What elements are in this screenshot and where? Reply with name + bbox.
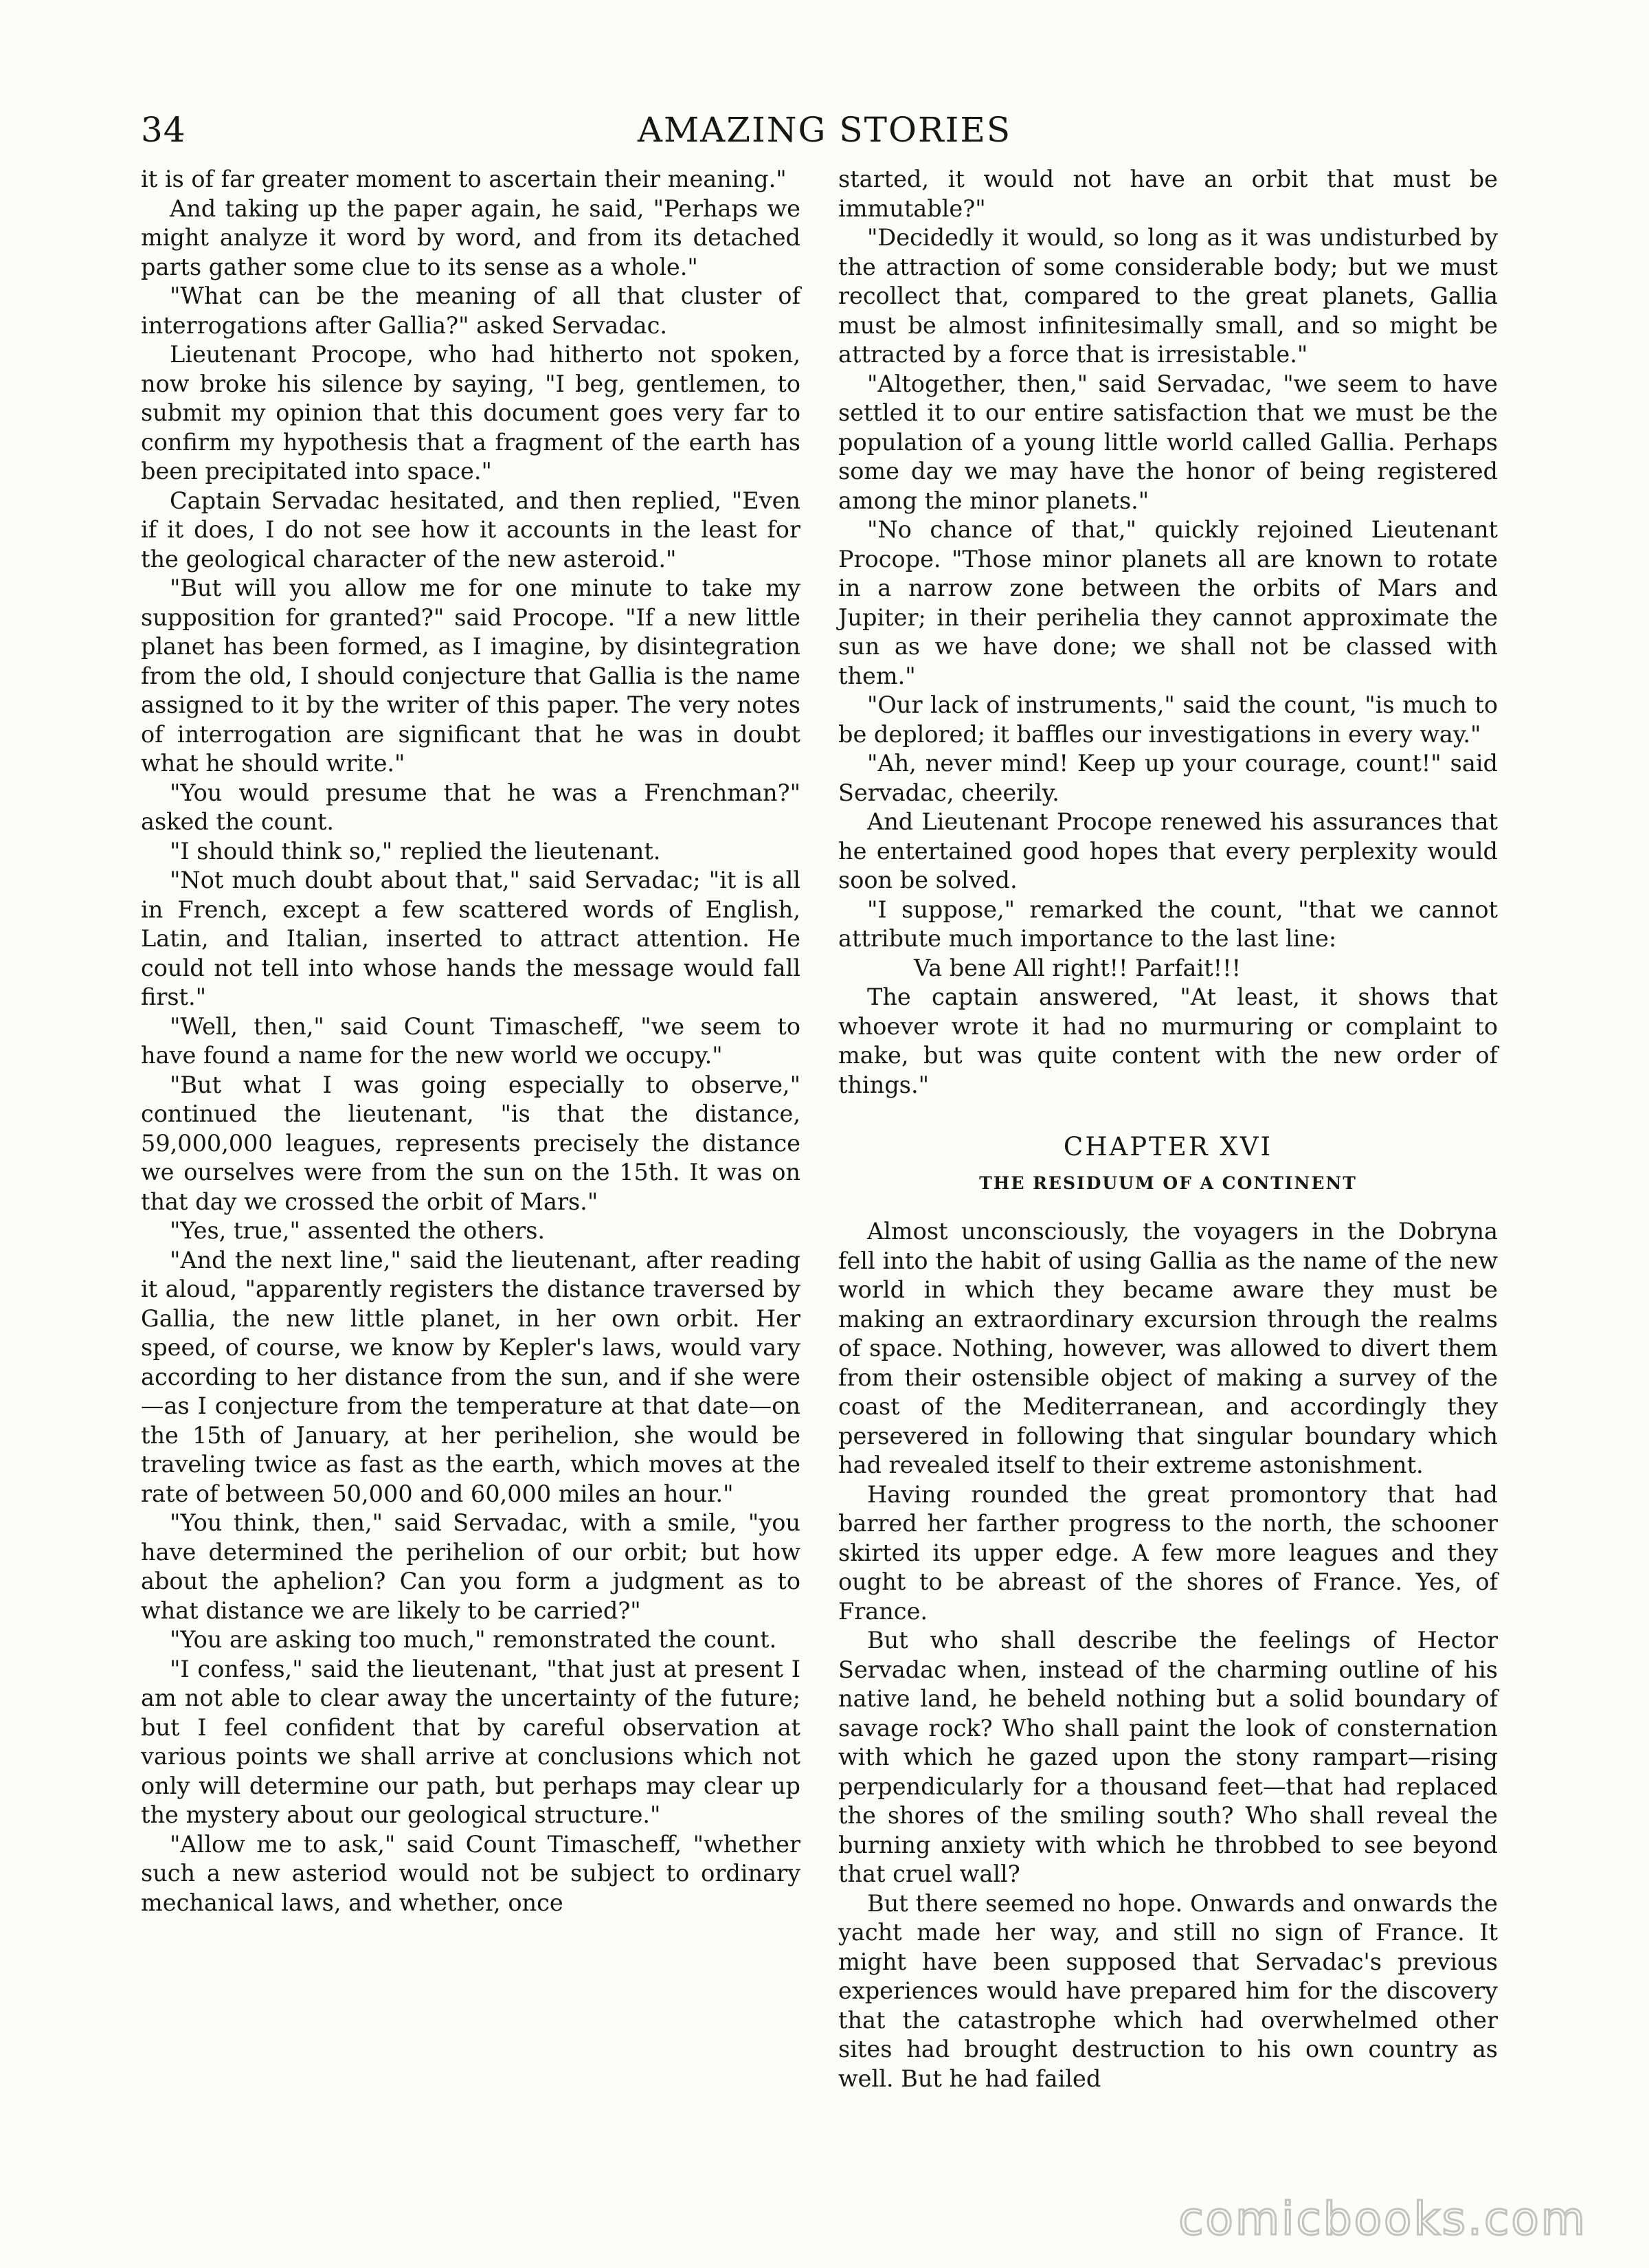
paragraph: "Decidedly it would, so long as it was undisturbed by the attraction of some considerable body; but we must recollect that, compared to the great planets, Gallia must be almost infinitesimally small, and so might be attracted by a force that is irresistable."	[838, 224, 1498, 368]
paragraph: "You would presume that he was a Frenchman?" asked the count.	[141, 779, 800, 835]
paragraph: The captain answered, "At least, it shows that whoever wrote it had no murmuring or complaint to make, but was quite content with the new order of things."	[838, 983, 1498, 1098]
chapter-heading: CHAPTER XVI	[1063, 1132, 1273, 1161]
paragraph: Captain Servadac hesitated, and then replied, "Even if it does, I do not see how it accounts in the least for the geological character of the new asteroid."	[141, 487, 800, 572]
paragraph: "Not much doubt about that," said Servadac; "it is all in French, except a few scattered words of English, Latin, and Italian, inserted to attract attention. He could not tell into whose hands the message would fall first."	[141, 867, 800, 1010]
right-column-bottom	[838, 1217, 1498, 2093]
paragraph: "Yes, true," assented the others.	[170, 1217, 546, 1244]
paragraph: "Ah, never mind! Keep up your courage, count!" said Servadac, cheerily.	[838, 750, 1498, 806]
right-column	[838, 165, 1498, 2093]
paragraph: "You think, then," said Servadac, with a smile, "you have determined the perihelion of our orbit; but how about the aphelion? Can you form a judgment as to what distance we are likely to be carried?"	[141, 1509, 800, 1624]
paragraph: Having rounded the great promontory that had barred her farther progress to the north, the schooner skirted its upper edge. A few more leagues and they ought to be abreast of the shores of France. Yes, of France.	[838, 1480, 1498, 1625]
paragraph: "Our lack of instruments," said the count, "is much to be deplored; it baffles our investigations in every way."	[838, 691, 1498, 748]
paragraph: Lieutenant Procope, who had hitherto not spoken, now broke his silence by saying, "I beg, gentlemen, to submit my opinion that this document goes very far to confirm my hypothesis that a fragment of the earth has been precipitated into space."	[141, 341, 800, 485]
paragraph: "I should think so," replied the lieutenant.	[170, 837, 661, 865]
paragraph: "Altogether, then," said Servadac, "we seem to have settled it to our entire satisfaction that we must be the population of a young little world called Gallia. Perhaps some day we may have the honor of being registered among the minor planets."	[838, 370, 1498, 514]
paragraph: "But what I was going especially to observe," continued the lieutenant, "is that the distance, 59,000,000 leagues, represents precisely the distance we ourselves were from the sun on the 15th. It was on that day we crossed the orbit of Mars."	[141, 1071, 800, 1215]
paragraph: "And the next line," said the lieutenant, after reading it aloud, "apparently registers the distance traversed by Gallia, the new little planet, in her own orbit. Her speed, of course, we know by Kepler's laws, would vary according to her distance from the sun, and if she were—as I conjecture from the temperature at that date—on the 15th of January, at her perihelion, she would be traveling twice as fast as the earth, which moves at the rate of between 50,000 and 60,000 miles an hour."	[141, 1246, 800, 1507]
paragraph: "I confess," said the lieutenant, "that just at present I am not able to clear away the uncertainty of the future; but I feel confident that by careful observation at various points we shall arrive at conclusions which not only will determine our path, but perhaps may clear up the mystery about our geological structure."	[141, 1655, 800, 1828]
paragraph: But there seemed no hope. Onwards and onwards the yacht made her way, and still no sign of France. It might have been supposed that Servadac's previous experiences would have prepared him for the discovery that the catastrophe which had overwhelmed other sites had brought destruction to his own country as well. But he had failed	[838, 1889, 1498, 2092]
paragraph: "You are asking too much," remonstrated the count.	[170, 1626, 777, 1653]
paragraph: "What can be the meaning of all that cluster of interrogations after Gallia?" asked Servadac.	[141, 282, 800, 339]
paragraph: it is of far greater moment to ascertain their meaning."	[141, 166, 787, 192]
left-column	[141, 165, 800, 1917]
paragraph: And Lieutenant Procope renewed his assurances that he entertained good hopes that every perplexity would soon be solved.	[838, 808, 1498, 893]
paragraph: "No chance of that," quickly rejoined Lieutenant Procope. "Those minor planets all are known to rotate in a narrow zone between the orbits of Mars and Jupiter; in their perihelia they cannot approximate the sun as we have done; we shall not be classed with them."	[838, 516, 1498, 689]
paragraph: Almost unconsciously, the voyagers in the Dobryna fell into the habit of using Gallia as the name of the new world in which they became aware they must be making an extraordinary excursion through the realms of space. Nothing, however, was allowed to divert them from their ostensible object of making a survey of the coast of the Mediterranean, and accordingly they persevered in following that singular boundary which had revealed itself to their extreme astonishment.	[838, 1218, 1498, 1478]
paragraph: started, it would not have an orbit that must be immutable?"	[838, 166, 1498, 222]
paragraph: "I suppose," remarked the count, "that we cannot attribute much importance to the last line:	[838, 896, 1498, 952]
chapter-subtitle: THE RESIDUUM OF A CONTINENT	[979, 1172, 1357, 1193]
paragraph: And taking up the paper again, he said, "Perhaps we might analyze it word by word, and from its detached parts gather some clue to its sense as a whole."	[141, 194, 800, 280]
right-column-top	[838, 165, 1498, 1100]
page-number: 34	[141, 110, 186, 150]
watermark: comicbooks.com	[1178, 2192, 1587, 2245]
paragraph: Va bene All right!! Parfait!!!	[914, 954, 1242, 981]
paragraph: "But will you allow me for one minute to take my supposition for granted?" said Procope. "If a new little planet has been formed, as I imagine, by disintegration from the old, I should conjecture that Gallia is the name assigned to it by the writer of this paper. The very notes of interrogation are significant that he was in doubt what he should write."	[141, 575, 800, 777]
paragraph: "Well, then," said Count Timascheff, "we seem to have found a name for the new world we occupy."	[141, 1012, 800, 1069]
paragraph: But who shall describe the feelings of Hector Servadac when, instead of the charming outline of his native land, he beheld nothing but a solid boundary of savage rock? Who shall paint the look of consternation with which he gazed upon the stony rampart—rising perpendicularly for a thousand feet—that had replaced the shores of the smiling south? Who shall reveal the burning anxiety with which he throbbed to see beyond that cruel wall?	[838, 1627, 1498, 1887]
paragraph: "Allow me to ask," said Count Timascheff, "whether such a new asteriod would not be subject to ordinary mechanical laws, and whether, once	[141, 1830, 800, 1916]
running-head: AMAZING STORIES	[637, 110, 1012, 150]
